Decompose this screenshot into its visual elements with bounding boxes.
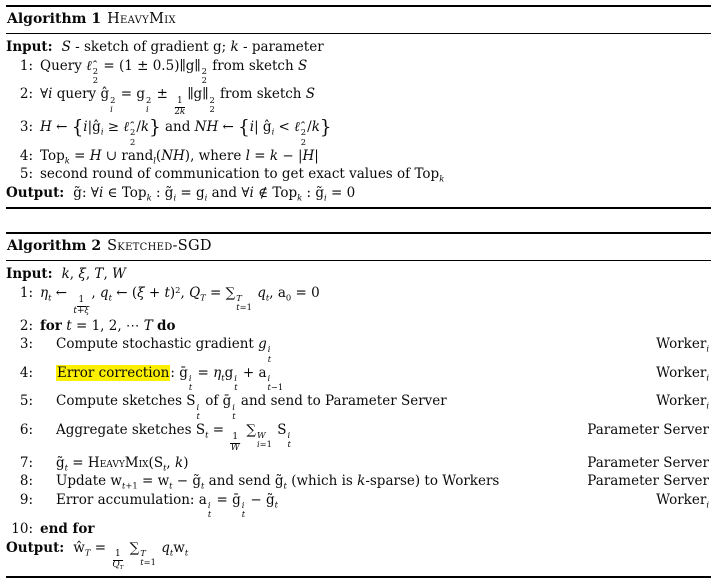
algorithm-body <box>6 261 711 576</box>
step-annotation: Worker$_i$ <box>656 336 709 354</box>
algorithm-step <box>6 57 711 86</box>
step-number: 2: <box>19 317 33 334</box>
step-number: 7: <box>19 454 33 471</box>
step-content: Error correction: ḡ i t = $\eta_tg$ i t + a i t−1 <box>57 364 284 393</box>
step-content: end for <box>40 520 95 537</box>
step-content: H ← {$i|ĝ_i$ ≥ ℓ̂ 2 2 /k} and NH ← {i| $ĝ_i$ < ℓ̂ 2 2 /k} <box>40 117 332 147</box>
step-annotation: Worker$_i$ <box>656 393 709 411</box>
step-annotation: Worker$_i$ <box>656 364 709 383</box>
algorithm-2-box <box>6 232 711 578</box>
output-line <box>6 539 711 574</box>
step-number: 4: <box>19 364 33 381</box>
algorithm-step <box>6 166 711 185</box>
step-content: second round of communication to get exact values of Top$_k$ <box>40 166 445 184</box>
algorithm-step <box>6 520 711 539</box>
input-line <box>6 265 711 285</box>
output-label: Output: <box>6 185 65 202</box>
step-annotation: Worker$_i$ <box>656 491 709 510</box>
step-number: 9: <box>19 491 33 508</box>
step-content: Query ℓ̂ 2 2 = (1 ± 0.5)∥g∥ 2 2 from sketch S <box>40 57 308 86</box>
input-label: Input: <box>6 38 53 55</box>
algorithm-step <box>6 317 711 336</box>
step-content: Aggregate sketches $S_t$ = $\frac{1}{W}$ ∑ W i=1 S i t <box>56 422 291 453</box>
algorithm-step <box>6 454 711 473</box>
step-number: 1: <box>19 284 33 301</box>
algorithm-name: Sketched-SGD <box>107 238 212 255</box>
step-annotation: Parameter Server <box>587 422 709 439</box>
step-number: 4: <box>19 147 33 164</box>
step-content: Top$_k$ = H ∪ rand$_l$(NH), where l = k − |H| <box>40 147 319 166</box>
algorithm-title <box>6 234 711 260</box>
algorithm-step <box>6 119 711 148</box>
step-annotation: Parameter Server <box>587 473 709 490</box>
step-number: 6: <box>19 422 33 439</box>
step-number: 5: <box>19 393 33 410</box>
input-content: S - sketch of gradient g; k - parameter <box>61 38 324 55</box>
step-number: 2: <box>19 86 33 103</box>
output-content: $ŵ_T$ = $\frac{1}{Q_T}$ ∑ T t=1 $q_tw_t$ <box>73 539 189 572</box>
algorithm-step <box>6 364 711 393</box>
algorithm-title <box>6 7 711 33</box>
step-annotation: Parameter Server <box>587 454 709 471</box>
step-number: 10: <box>11 520 33 537</box>
step-number: 8: <box>19 473 33 490</box>
algorithm-step <box>6 284 711 317</box>
output-label: Output: <box>6 539 65 556</box>
step-content: $g̃_t$ = $HeavyMix(S_t$, k) <box>56 454 189 473</box>
algorithm-step <box>6 336 711 365</box>
step-content: for t = 1, 2, ⋯ T do <box>40 317 176 334</box>
output-line <box>6 184 711 204</box>
algorithm-label: Algorithm 1 <box>7 11 102 27</box>
output-content: g̃: ∀i ∈ Top$_k$ : $g̃_i = g_i$ and ∀i ∉ Top$_k$ : $g̃_i = 0$ <box>73 185 356 203</box>
step-content: Error accumulation: a i t = ḡ i t − $g̃_t$ <box>56 491 278 520</box>
algorithm-step <box>6 473 711 492</box>
step-number: 3: <box>19 336 33 353</box>
step-number: 3: <box>19 119 33 136</box>
step-number: 1: <box>19 57 33 74</box>
algorithm-body <box>6 34 711 207</box>
step-content: Update $w_{t+1} = w_t$ − $g̃_t$ and send $g̃_t$ (which is k-sparse) to Workers <box>56 473 500 491</box>
algorithm-step <box>6 393 711 422</box>
input-label: Input: <box>6 265 53 282</box>
algorithm-label: Algorithm 2 <box>7 238 102 255</box>
algorithm-step <box>6 147 711 166</box>
step-content: ∀i query ĝ 2 i = g 2 i ± $\frac{1}{2k}$ ∥g∥ 2 2 from sketch S <box>40 86 316 118</box>
algorithm-step <box>6 422 711 455</box>
step-content: Compute sketches S i t of ḡ i t and send to Parameter Server <box>56 393 447 421</box>
algorithm-name: HeavyMix <box>107 11 176 27</box>
input-content: k, ξ, T, W <box>61 265 126 282</box>
step-number: 5: <box>19 166 33 183</box>
step-content: $\eta_t$ ← $\frac{1}{t+\xi}$ , $q_t$ ← $(\xi + t)^2$, $Q_T$ = ∑ T t=1 $q_t$, $a_0 = 0$ <box>40 284 320 316</box>
section-gap <box>6 209 711 232</box>
input-line <box>6 38 711 58</box>
algorithm-steps <box>6 57 711 184</box>
step-content: Compute stochastic gradient g i t <box>56 336 272 364</box>
algorithm-1-box <box>6 5 711 209</box>
algorithm-step <box>6 491 711 520</box>
algorithm-steps <box>6 284 711 538</box>
algorithm-step <box>6 86 711 119</box>
